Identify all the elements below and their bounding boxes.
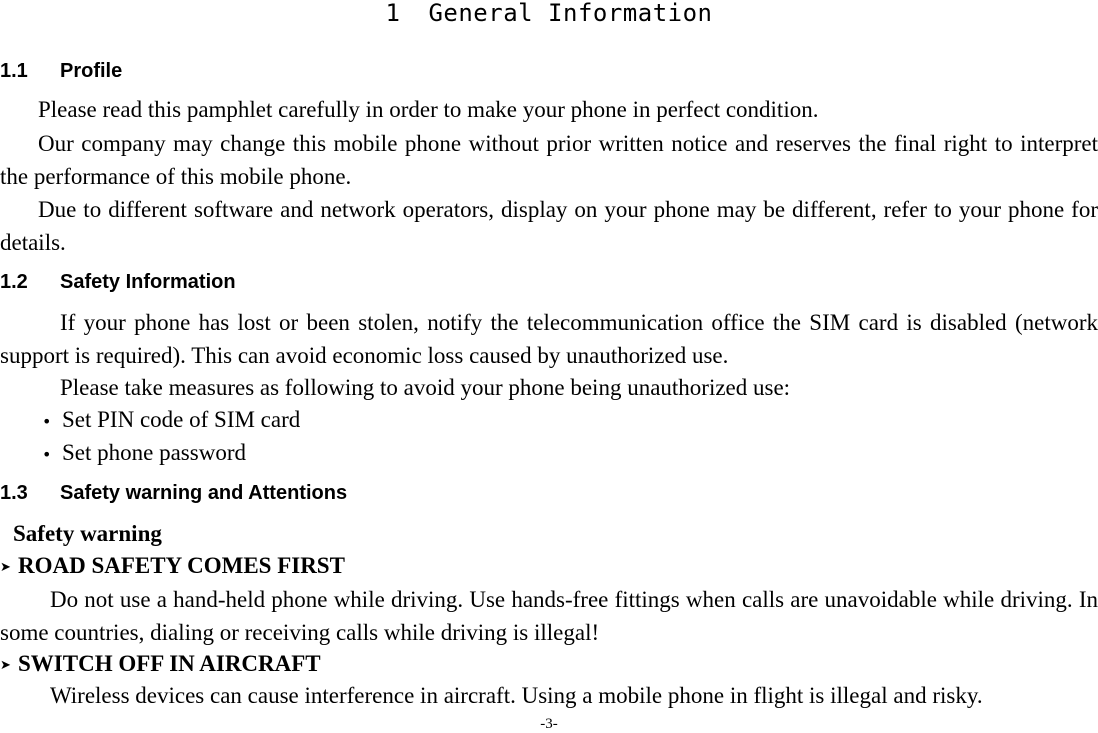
section-heading-text: Safety warning and Attentions <box>60 482 348 504</box>
warning-item-title: ➤ ROAD SAFETY COMES FIRST <box>0 553 345 581</box>
paragraph: Our company may change this mobile phone without prior written notice and reserves the final right to interpret the performance of this mobile phone. <box>0 131 1098 189</box>
subheading: Safety warning <box>13 521 162 546</box>
list-item: • Set PIN code of SIM card <box>42 407 300 435</box>
section-number: 1.1 <box>0 60 28 82</box>
section-number: 1.2 <box>0 271 28 293</box>
warning-item-title: ➤ SWITCH OFF IN AIRCRAFT <box>0 651 321 679</box>
arrow-bullet-icon: ➤ <box>0 658 11 673</box>
paragraph: Wireless devices can cause interference in aircraft. Using a mobile phone in flight is illegal and risky. <box>50 683 983 708</box>
section-heading-safety-information <box>0 270 236 294</box>
paragraph: Due to different software and network operators, display on your phone may be different, refer to your phone for details. <box>0 197 1098 255</box>
paragraph: If your phone has lost or been stolen, notify the telecommunication office the SIM card is disabled (network support is required). This can avoid economic loss caused by unauthorized use. <box>0 310 1098 368</box>
section-heading-safety-warning <box>0 481 347 505</box>
chapter-number: 1 <box>385 0 401 27</box>
section-number: 1.3 <box>0 482 28 504</box>
section-heading-profile <box>0 59 122 83</box>
chapter-title-text: General Information <box>428 0 713 27</box>
list-item: • Set phone password <box>42 440 246 468</box>
paragraph: Please take measures as following to avoid your phone being unauthorized use: <box>60 375 791 400</box>
arrow-bullet-icon: ➤ <box>0 560 11 575</box>
paragraph: Please read this pamphlet carefully in order to make your phone in perfect condition. <box>38 97 819 122</box>
section-heading-text: Profile <box>60 60 123 82</box>
bullet-icon: • <box>42 445 52 464</box>
page-number: -3- <box>540 716 558 732</box>
paragraph: Do not use a hand-held phone while driving. Use hands-free fittings when calls are unavoidable while driving. In some countries, dialing or receiving calls while driving is illegal! <box>0 587 1098 645</box>
section-heading-text: Safety Information <box>60 271 236 293</box>
bullet-icon: • <box>42 412 52 431</box>
chapter-title <box>0 0 1098 26</box>
